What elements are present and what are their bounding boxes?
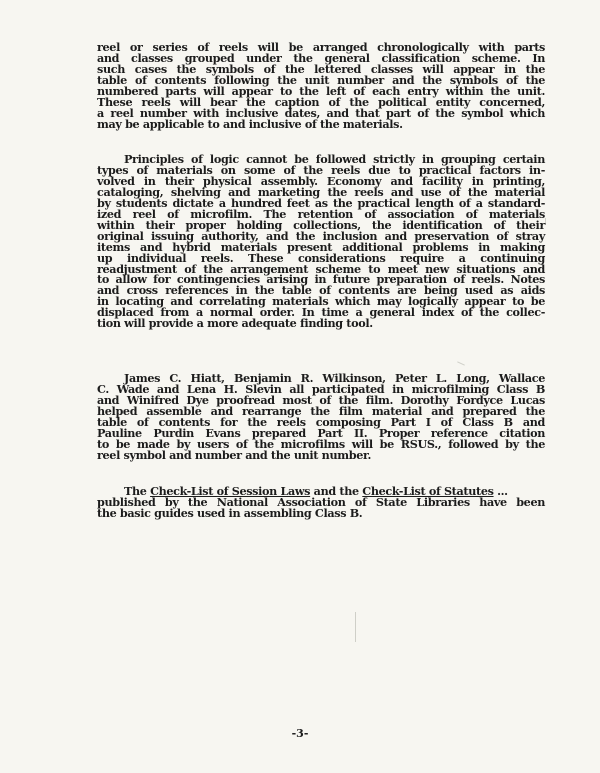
paragraph-2-line: cataloging, shelving and marketing the reels and use of the material: [97, 184, 545, 199]
paragraph-2-line: original issuing authority, and the inclusion and preservation of stray: [97, 228, 545, 243]
page-number: -3-: [291, 727, 309, 740]
paragraph-3-line: James C. Hiatt, Benjamin R. Wilkinson, Peter L. Long, Wallace: [124, 371, 545, 385]
paragraph-4-text: The: [124, 484, 151, 498]
scan-artifact-vertical: [355, 612, 356, 642]
paragraph-1: [97, 42, 545, 130]
paragraph-4: [97, 486, 545, 519]
paragraph-1-line: may be applicable to and inclusive of the materials.: [97, 116, 403, 131]
paragraph-1-line: such cases the symbols of the lettered classes will appear in the: [97, 61, 545, 76]
paragraph-1-line: reel or series of reels will be arranged chronologically with parts: [97, 40, 545, 54]
paragraph-4-text: ...: [493, 484, 508, 498]
paragraph-2-line: ized reel of microfilm. The retention of association of materials: [97, 206, 545, 221]
paragraph-3-line: and Winifred Dye proofread most of the film. Dorothy Fordyce Lucas: [97, 392, 545, 407]
paragraph-2-line: within their proper holding collections, the identification of their: [97, 217, 545, 232]
paragraph-1-line: numbered parts will appear to the left of each entry within the unit.: [97, 83, 545, 98]
scan-artifact-tick: [545, 218, 546, 224]
paragraph-1-line: table of contents following the unit number and the symbols of the: [97, 72, 545, 87]
paragraph-1-line: a reel number with inclusive dates, and that part of the symbol which: [97, 105, 545, 120]
paragraph-3-line: Pauline Purdin Evans prepared Part II. Proper reference citation: [97, 425, 545, 440]
paragraph-4-text: and the: [310, 484, 363, 498]
paragraph-3: [97, 373, 545, 461]
paragraph-3-line: reel symbol and number and the unit number.: [97, 447, 372, 462]
paragraph-3-line: C. Wade and Lena H. Slevin all participated in microfilming Class B: [97, 381, 545, 396]
check-list-session-laws-title: Check-List of Session Laws: [150, 484, 311, 498]
paragraph-1-line: and classes grouped under the general classification scheme. In: [97, 50, 545, 65]
paragraph-2-line: to allow for contingencies arising in future preparation of reels. Notes: [97, 272, 545, 287]
paragraph-2-line: volved in their physical assembly. Economy and facility in printing,: [97, 173, 545, 188]
paragraph-4-line: the basic guides used in assembling Class B.: [97, 505, 363, 520]
paragraph-2-line: Principles of logic cannot be followed strictly in grouping certain: [124, 152, 545, 166]
check-list-statutes-title: Check-List of Statutes: [362, 484, 494, 498]
paragraph-3-line: helped assemble and rearrange the film material and prepared the: [97, 403, 545, 418]
paragraph-2-line: items and hybrid materials present additional problems in making: [97, 239, 545, 254]
paragraph-2-line: and cross references in the table of contents are being used as aids: [97, 283, 545, 298]
paragraph-2-line: tion will provide a more adequate finding tool.: [97, 316, 373, 331]
paragraph-2-line: in locating and correlating materials which may logically appear to be: [97, 294, 545, 309]
paragraph-3-line: to be made by users of the microfilms will be RSUS., followed by the: [97, 436, 545, 451]
paragraph-3-line: table of contents for the reels composing Part I of Class B and: [97, 414, 545, 429]
paragraph-2-line: displaced from a normal order. In time a general index of the collec-: [97, 305, 545, 320]
paragraph-2-line: readjustment of the arrangement scheme to meet new situations and: [97, 261, 545, 276]
paragraph-2-line: up individual reels. These considerations require a continuing: [97, 250, 545, 265]
paragraph-4-line: published by the National Association of State Libraries have been: [97, 494, 545, 509]
paragraph-2-line: types of materials on some of the reels due to practical factors in-: [97, 162, 545, 177]
paragraph-1-line: These reels will bear the caption of the political entity concerned,: [97, 94, 545, 109]
paragraph-2: [97, 154, 545, 329]
scan-artifact-mark: [457, 361, 465, 365]
paragraph-2-line: by students dictate a hundred feet as the practical length of a standard-: [97, 195, 545, 210]
